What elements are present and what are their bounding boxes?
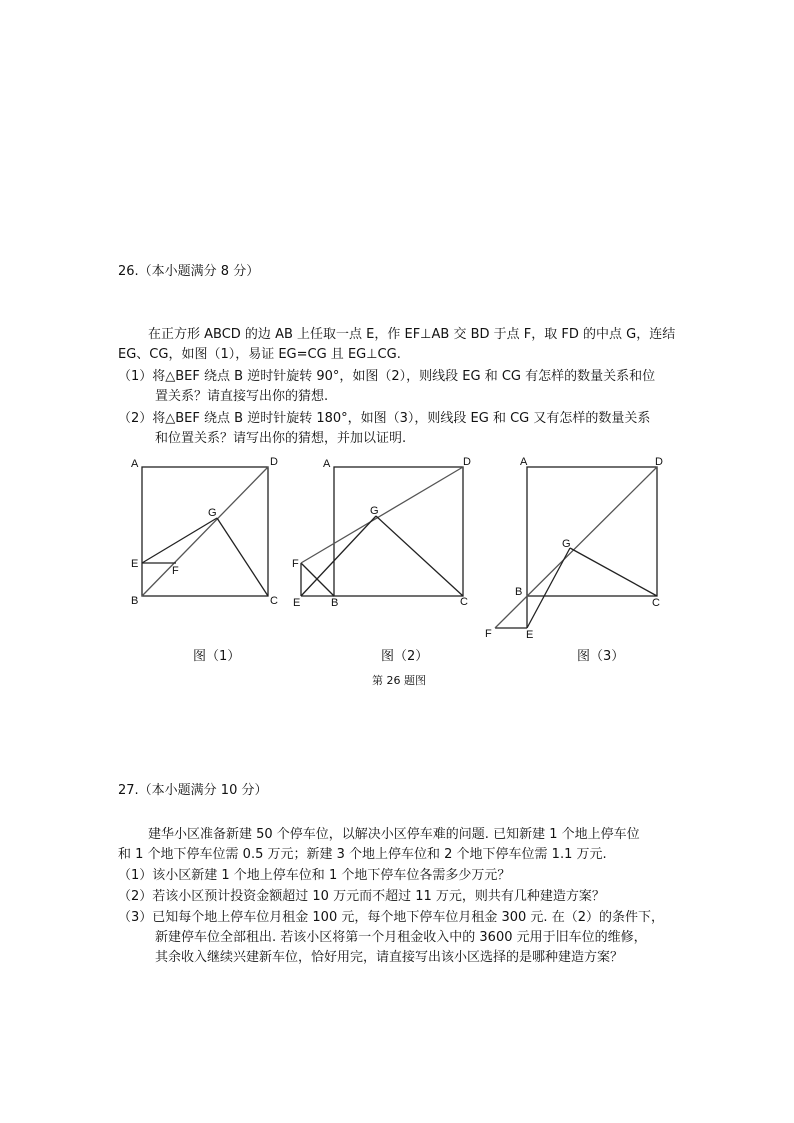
fig1-diagonal-bd: [142, 467, 268, 596]
fig2-label-c: C: [460, 596, 468, 608]
fig2-label-a: A: [323, 458, 331, 470]
fig1-label-d: D: [270, 456, 278, 468]
q26-part2-line2: 和位置关系？请写出你的猜想，并加以证明.: [155, 431, 407, 446]
fig2-label-b: B: [331, 597, 339, 609]
fig3-segment-eg: [527, 548, 570, 628]
fig3-label-d: D: [655, 456, 663, 468]
fig2-segment-fd: [301, 467, 463, 563]
fig3-label-g: G: [562, 538, 571, 550]
fig3-label-e: E: [526, 629, 534, 641]
fig2-label-e: E: [293, 597, 301, 609]
q26-part1-line2: 置关系？请直接写出你的猜想.: [155, 389, 329, 404]
q27-intro-line2: 和 1 个地下停车位需 0.5 万元；新建 3 个地上停车位和 2 个地下停车位需 1.1 万元.: [118, 847, 607, 862]
q27-part1: （1）该小区新建 1 个地上停车位和 1 个地下停车位各需多少万元？: [118, 868, 511, 883]
q26-part1-line1: （1）将△BEF 绕点 B 逆时针旋转 90°，如图（2），则线段 EG 和 CG 有怎样的数量关系和位: [118, 369, 656, 384]
fig3-label-b: B: [515, 586, 523, 598]
fig1-label-f: F: [172, 565, 179, 577]
fig3-segment-cg: [570, 548, 657, 596]
figure-1-diagram: [142, 467, 268, 596]
q26-part2-line1: （2）将△BEF 绕点 B 逆时针旋转 180°，如图（3），则线段 EG 和 CG 又有怎样的数量关系: [118, 411, 651, 426]
fig1-label-a: A: [131, 458, 139, 470]
fig3-segment-fd: [495, 467, 657, 628]
q27-part3-line2: 新建停车位全部租出. 若该小区将第一个月租金收入中的 3600 元用于旧车位的维修，: [155, 930, 647, 945]
q27-intro-line1: 建华小区准备新建 50 个停车位，以解决小区停车难的问题. 已知新建 1 个地上停车位: [148, 827, 640, 842]
figure-3-diagram: [495, 467, 657, 628]
fig3-label-a: A: [520, 456, 528, 468]
fig3-label-f: F: [485, 628, 492, 640]
fig2-label-d: D: [463, 456, 471, 468]
fig1-segment-cg: [217, 518, 268, 596]
q26-figures: [0, 445, 794, 645]
q26-intro-line1: 在正方形 ABCD 的边 AB 上任取一点 E，作 EF⊥AB 交 BD 于点 F，取 FD 的中点 G，连结: [148, 327, 676, 342]
fig3-caption: 图（3）: [577, 649, 625, 664]
fig1-label-e: E: [131, 558, 139, 570]
fig1-label-b: B: [131, 595, 139, 607]
fig2-caption: 图（2）: [381, 649, 429, 664]
fig1-label-g: G: [208, 507, 217, 519]
q26-figure-caption: 第 26 题图: [372, 674, 426, 687]
q27-part2: （2）若该小区预计投资金额超过 10 万元而不超过 11 万元，则共有几种建造方案？: [118, 889, 605, 904]
fig1-segment-eg: [142, 518, 217, 563]
fig1-caption: 图（1）: [193, 649, 241, 664]
fig1-label-c: C: [270, 595, 278, 607]
fig3-label-c: C: [652, 597, 660, 609]
figure-2-diagram: [301, 467, 463, 596]
fig2-label-g: G: [370, 505, 379, 517]
q27-heading: 27.（本小题满分 10 分）: [118, 783, 268, 798]
q26-heading: 26.（本小题满分 8 分）: [118, 264, 260, 279]
q26-intro-line2: EG、CG，如图（1），易证 EG=CG 且 EG⊥CG.: [118, 347, 401, 362]
q27-part3-line3: 其余收入继续兴建新车位，恰好用完，请直接写出该小区选择的是哪种建造方案？: [155, 950, 624, 965]
q27-part3-line1: （3）已知每个地上停车位月租金 100 元，每个地下停车位月租金 300 元. 在（2）的条件下，: [118, 910, 664, 925]
fig2-segment-cg: [376, 516, 463, 596]
fig2-label-f: F: [292, 558, 299, 570]
